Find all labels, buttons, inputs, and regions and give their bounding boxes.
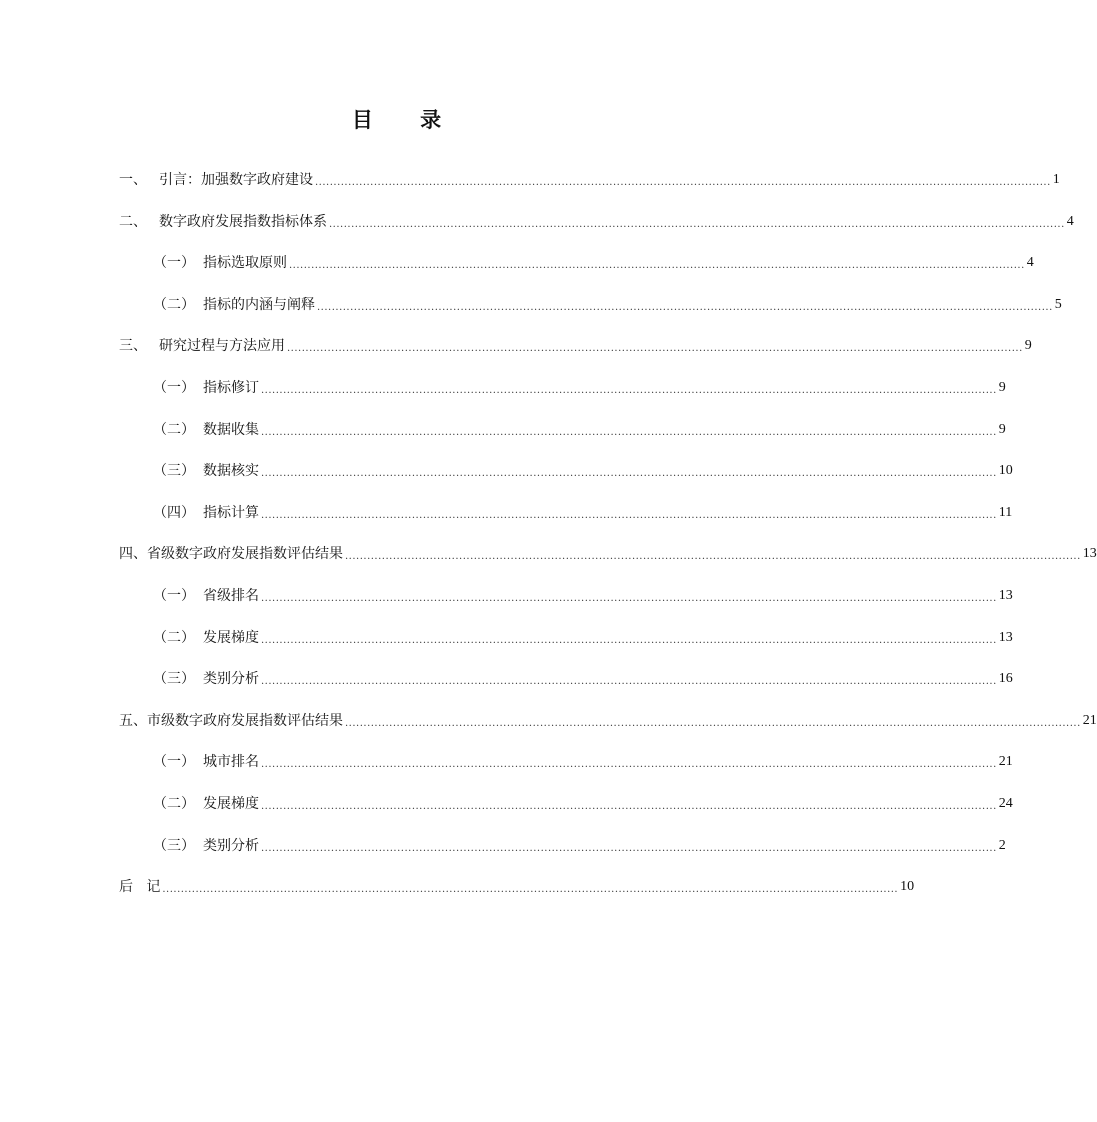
toc-entry-number: （一） <box>153 255 195 272</box>
toc-entry-page-number: 5 <box>1054 296 1062 312</box>
table-of-contents <box>0 168 1097 917</box>
toc-entry-number: （一） <box>153 754 195 771</box>
toc-entry-page-number: 10 <box>998 463 1013 479</box>
toc-entry-number: 后 记 <box>119 879 161 896</box>
toc-entry-page-number: 10 <box>900 879 915 895</box>
toc-entry-page-number: 2 <box>998 837 1006 853</box>
toc-entry-label: 指标计算 <box>203 504 259 521</box>
toc-entry-number: （一） <box>153 379 195 396</box>
toc-entry[interactable] <box>0 251 1034 293</box>
toc-dot-leader: ........................................................................................................................................................................................................ <box>261 759 997 771</box>
toc-entry-label: 发展梯度 <box>203 795 259 812</box>
toc-entry-number: （三） <box>153 463 195 480</box>
toc-entry[interactable] <box>0 334 1032 376</box>
toc-entry-number: 三、 <box>119 338 147 355</box>
toc-dot-leader: ........................................................................................................................................................................................................ <box>261 634 997 646</box>
toc-entry-number: （三） <box>153 671 195 688</box>
toc-dot-leader: ........................................................................................................................................................................................................ <box>287 343 1023 355</box>
toc-dot-leader: ........................................................................................................................................................................................................ <box>261 676 997 688</box>
toc-dot-leader: ........................................................................................................................................................................................................ <box>261 800 997 812</box>
toc-entry-label: 数据收集 <box>203 421 259 438</box>
toc-entry[interactable] <box>0 834 1006 876</box>
toc-entry[interactable] <box>0 667 1013 709</box>
toc-dot-leader: ........................................................................................................................................................................................................ <box>261 468 997 480</box>
toc-entry[interactable] <box>0 293 1062 335</box>
toc-entry-page-number: 16 <box>998 671 1013 687</box>
toc-dot-leader: ........................................................................................................................................................................................................ <box>261 592 997 604</box>
toc-entry-label: 引言：加强数字政府建设 <box>159 172 313 188</box>
toc-entry-number: （二） <box>153 795 195 812</box>
toc-entry-label: 指标修订 <box>203 379 259 396</box>
toc-entry-label: 省级数字政府发展指数评估结果 <box>147 546 343 563</box>
toc-entry-page-number: 13 <box>998 587 1013 603</box>
toc-entry-page-number: 24 <box>998 795 1013 811</box>
toc-dot-leader: ........................................................................................................................................................................................................ <box>162 884 899 896</box>
page-title: 目 录 <box>351 108 462 132</box>
toc-entry[interactable] <box>0 376 1006 418</box>
toc-entry-label: 发展梯度 <box>203 629 259 646</box>
toc-entry-number: （二） <box>153 629 195 646</box>
toc-entry-page-number: 9 <box>998 379 1006 395</box>
toc-dot-leader: ........................................................................................................................................................................................................ <box>261 509 997 521</box>
toc-entry-number: 四、 <box>119 546 147 563</box>
toc-entry[interactable] <box>0 792 1013 834</box>
toc-entry[interactable] <box>0 750 1013 792</box>
toc-dot-leader: ........................................................................................................................................................................................................ <box>329 218 1065 230</box>
toc-entry-page-number: 13 <box>998 629 1013 645</box>
toc-entry[interactable] <box>0 542 1097 584</box>
toc-entry[interactable] <box>0 584 1013 626</box>
toc-entry-number: 一、 <box>119 172 147 188</box>
toc-dot-leader: ........................................................................................................................................................................................................ <box>261 384 997 396</box>
toc-entry-page-number: 21 <box>998 754 1013 770</box>
toc-entry-label: 指标的内涵与阐释 <box>203 296 315 313</box>
toc-entry-number: （二） <box>153 296 195 313</box>
toc-dot-leader: ........................................................................................................................................................................................................ <box>315 177 1051 188</box>
toc-entry-number: （二） <box>153 421 195 438</box>
toc-entry-label: 类别分析 <box>203 671 259 688</box>
toc-entry-number: （三） <box>153 837 195 854</box>
toc-dot-leader: ........................................................................................................................................................................................................ <box>261 426 997 438</box>
toc-entry-label: 类别分析 <box>203 837 259 854</box>
toc-entry-page-number: 4 <box>1026 255 1034 271</box>
toc-dot-leader: ........................................................................................................................................................................................................ <box>317 301 1053 313</box>
toc-entry[interactable] <box>0 709 1097 751</box>
toc-entry-page-number: 21 <box>1082 712 1097 728</box>
toc-entry-page-number: 13 <box>1082 546 1097 562</box>
toc-entry[interactable] <box>0 459 1013 501</box>
toc-entry-label: 市级数字政府发展指数评估结果 <box>147 712 343 729</box>
toc-dot-leader: ........................................................................................................................................................................................................ <box>289 260 1025 272</box>
toc-entry-page-number: 11 <box>998 504 1013 520</box>
toc-entry-page-number: 1 <box>1052 172 1060 187</box>
toc-entry-page-number: 4 <box>1066 213 1074 229</box>
toc-entry[interactable] <box>0 875 915 917</box>
toc-entry-label: 研究过程与方法应用 <box>159 338 285 355</box>
toc-entry[interactable] <box>0 168 1060 210</box>
toc-entry-number: （四） <box>153 504 195 521</box>
toc-entry-label: 数字政府发展指数指标体系 <box>159 213 327 230</box>
toc-dot-leader: ........................................................................................................................................................................................................ <box>261 842 997 854</box>
toc-dot-leader: ........................................................................................................................................................................................................ <box>345 551 1081 563</box>
toc-entry-label: 省级排名 <box>203 587 259 604</box>
toc-entry-label: 城市排名 <box>203 754 259 771</box>
toc-entry-label: 数据核实 <box>203 463 259 480</box>
toc-entry[interactable] <box>0 418 1006 460</box>
toc-entry[interactable] <box>0 626 1013 668</box>
toc-entry-label: 指标选取原则 <box>203 255 287 272</box>
toc-entry-number: 五、 <box>119 712 147 729</box>
toc-entry-page-number: 9 <box>1024 338 1032 354</box>
toc-dot-leader: ........................................................................................................................................................................................................ <box>345 717 1081 729</box>
toc-entry-page-number: 9 <box>998 421 1006 437</box>
toc-entry[interactable] <box>0 501 1013 543</box>
toc-entry-number: 二、 <box>119 213 147 230</box>
toc-entry-number: （一） <box>153 587 195 604</box>
toc-entry[interactable] <box>0 210 1074 252</box>
